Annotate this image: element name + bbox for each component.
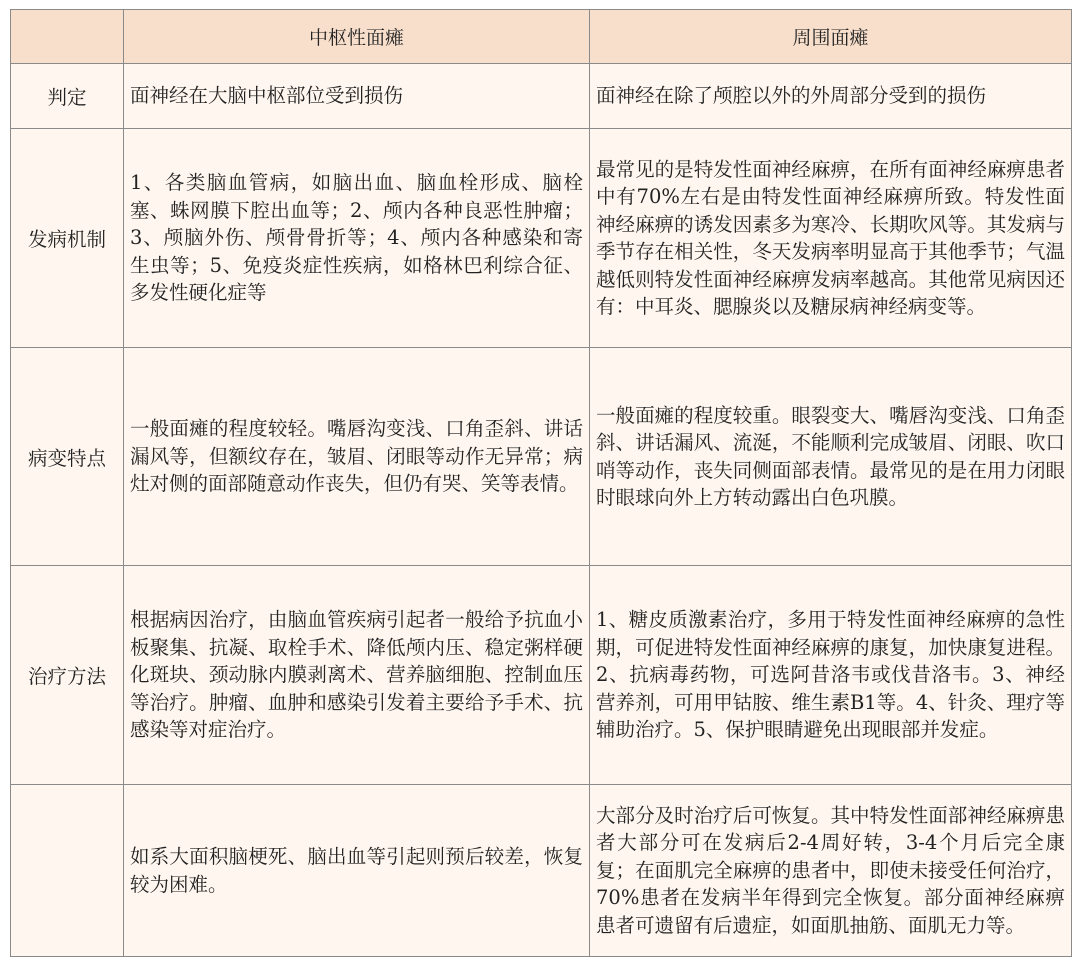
header-corner-cell [11, 10, 124, 64]
prognosis-peripheral-cell: 大部分及时治疗后可恢复。其中特发性面部神经麻痹患者大部分可在发病后2-4周好转，3-4个月后完全康复；在面肌完全麻痹的患者中，即使未接受任何治疗，70%患者在发病半年得到完全恢复。部分面神经麻痹患者可遗留有后遗症，如面肌抽筋、面肌无力等。 [590, 785, 1072, 957]
row-label-prognosis [11, 785, 124, 957]
prognosis-central-cell: 如系大面积脑梗死、脑出血等引起则预后较差，恢复较为困难。 [124, 785, 590, 957]
table-row-prognosis [11, 785, 1072, 957]
header-row [11, 10, 1072, 64]
lesion-features-central-cell: 一般面瘫的程度较轻。嘴唇沟变浅、口角歪斜、讲话漏风等，但额纹存在，皱眉、闭眼等动作无异常；病灶对侧的面部随意动作丧失，但仍有哭、笑等表情。 [124, 348, 590, 566]
treatment-central-cell: 根据病因治疗，由脑血管疾病引起者一般给予抗血小板聚集、抗凝、取栓手术、降低颅内压、稳定粥样硬化斑块、颈动脉内膜剥离术、营养脑细胞、控制血压等治疗。肿瘤、血肿和感染引发着主要给予手术、抗感染等对症治疗。 [124, 566, 590, 785]
lesion-features-peripheral-cell: 一般面瘫的程度较重。眼裂变大、嘴唇沟变浅、口角歪斜、讲话漏风、流涎，不能顺利完成皱眉、闭眼、吹口哨等动作，丧失同侧面部表情。最常见的是在用力闭眼时眼球向外上方转动露出白色巩膜。 [590, 348, 1072, 566]
comparison-table [10, 9, 1072, 957]
definition-peripheral-cell: 面神经在除了颅腔以外的外周部分受到的损伤 [590, 64, 1072, 129]
row-label-treatment: 治疗方法 [11, 566, 124, 785]
table-row-definition [11, 64, 1072, 129]
pathogenesis-central-cell: 1、各类脑血管病，如脑出血、脑血栓形成、脑栓塞、蛛网膜下腔出血等；2、颅内各种良恶性肿瘤；3、颅脑外伤、颅骨骨折等；4、颅内各种感染和寄生虫等；5、免疫炎症性疾病，如格林巴利综合征、多发性硬化症等 [124, 129, 590, 348]
header-central-facial-palsy: 中枢性面瘫 [124, 10, 590, 64]
row-label-definition: 判定 [11, 64, 124, 129]
table-row-treatment [11, 566, 1072, 785]
treatment-peripheral-cell: 1、糖皮质激素治疗，多用于特发性面神经麻痹的急性期，可促进特发性面神经麻痹的康复，加快康复进程。2、抗病毒药物，可选阿昔洛韦或伐昔洛韦。3、神经营养剂，可用甲钴胺、维生素B1等。4、针灸、理疗等辅助治疗。5、保护眼睛避免出现眼部并发症。 [590, 566, 1072, 785]
table-row-lesion-features [11, 348, 1072, 566]
row-label-lesion-features: 病变特点 [11, 348, 124, 566]
pathogenesis-peripheral-cell: 最常见的是特发性面神经麻痹，在所有面神经麻痹患者中有70%左右是由特发性面神经麻痹所致。特发性面神经麻痹的诱发因素多为寒冷、长期吹风等。其发病与季节存在相关性，冬天发病率明显高于其他季节；气温越低则特发性面神经麻痹发病率越高。其他常见病因还有：中耳炎、腮腺炎以及糖尿病神经病变等。 [590, 129, 1072, 348]
definition-central-cell: 面神经在大脑中枢部位受到损伤 [124, 64, 590, 129]
row-label-pathogenesis: 发病机制 [11, 129, 124, 348]
header-peripheral-facial-palsy: 周围面瘫 [590, 10, 1072, 64]
table-row-pathogenesis [11, 129, 1072, 348]
